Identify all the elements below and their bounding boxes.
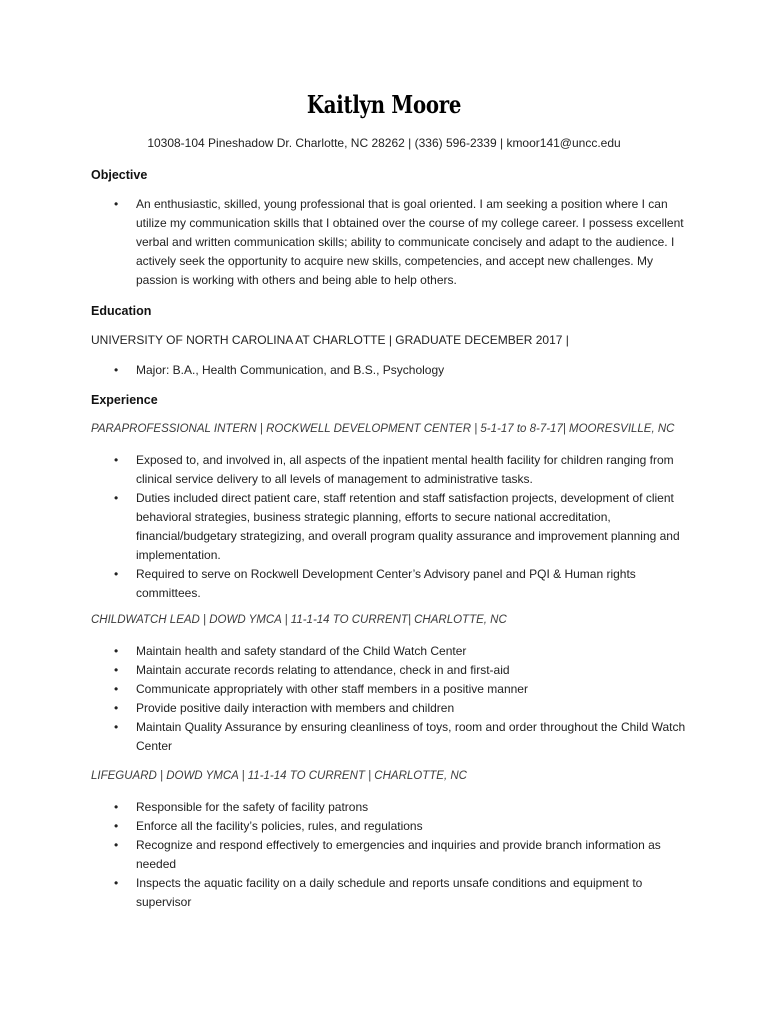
list-item: • Recognize and respond effectively to emergencies and inquiries and provide branch information as needed (114, 838, 661, 871)
bullet-icon: • (114, 567, 119, 581)
list-item: • Enforce all the facility’s policies, rules, and regulations (0, 817, 696, 836)
bullet-icon: • (114, 197, 119, 211)
job-title-childwatch: CHILDWATCH LEAD | DOWD YMCA | 11-1-14 TO CURRENT| CHARLOTTE, NC (91, 614, 507, 626)
bullet-icon: • (114, 819, 119, 833)
bullet-icon: • (114, 876, 119, 890)
list-item: • Provide positive daily interaction with members and children (0, 699, 696, 718)
list-item: • Exposed to, and involved in, all aspects of the inpatient mental health facility for children ranging from clinical service delivery to all levels of management to administrative tasks. (114, 453, 674, 486)
bullet-icon: • (114, 720, 119, 734)
list-item: • Maintain health and safety standard of the Child Watch Center (0, 642, 696, 661)
job-bullets-childwatch (0, 642, 696, 756)
bullet-icon: • (114, 453, 119, 467)
bullet-icon: • (114, 363, 119, 377)
bullet-icon: • (114, 838, 119, 852)
bullet-icon: • (114, 644, 119, 658)
list-item: • An enthusiastic, skilled, young professional that is goal oriented. I am seeking a position where I can utilize my communication skills that I obtained over the course of my college career. I possess excellent verbal and written communication skills; ability to communicate concisely and adapt to the audience. I actively seek the opportunity to acquire new skills, competencies, and accept new challenges. My passion is working with others and being able to help others. (114, 197, 684, 287)
job-title-paraprofessional: PARAPROFESSIONAL INTERN | ROCKWELL DEVELOPMENT CENTER | 5-1-17 to 8-7-17| MOORESVILLE, NC (91, 423, 675, 435)
bullet-icon: • (114, 701, 119, 715)
objective-heading: Objective (91, 168, 148, 182)
education-heading: Education (91, 304, 152, 318)
list-item: • Maintain accurate records relating to attendance, check in and first-aid (0, 661, 696, 680)
bullet-icon: • (114, 663, 119, 677)
list-item: • Communicate appropriately with other staff members in a positive manner (0, 680, 696, 699)
education-list (0, 361, 696, 380)
education-school: UNIVERSITY OF NORTH CAROLINA AT CHARLOTTE | GRADUATE DECEMBER 2017 | (91, 333, 569, 347)
job-title-lifeguard: LIFEGUARD | DOWD YMCA | 11-1-14 TO CURRENT | CHARLOTTE, NC (91, 770, 467, 782)
list-item: • Required to serve on Rockwell Development Center’s Advisory panel and PQI & Human rights committees. (114, 567, 636, 600)
bullet-icon: • (114, 491, 119, 505)
list-item: • Major: B.A., Health Communication, and B.S., Psychology (0, 361, 696, 380)
list-item: • Duties included direct patient care, staff retention and staff satisfaction projects, development of client behavioral strategies, business strategic planning, efforts to secure national accreditation, financial/budgetary strategizing, and overall program quality assurance and improvement planning and implementation. (114, 491, 680, 562)
objective-list (0, 195, 696, 290)
experience-heading: Experience (91, 393, 158, 407)
bullet-icon: • (114, 682, 119, 696)
job-bullets-paraprofessional (0, 451, 696, 603)
resume-name: Kaitlyn Moore (306, 90, 462, 119)
list-item: • Maintain Quality Assurance by ensuring cleanliness of toys, room and order throughout the Child Watch Center (114, 720, 686, 753)
list-item: • Responsible for the safety of facility patrons (0, 798, 696, 817)
list-item: • Inspects the aquatic facility on a daily schedule and reports unsafe conditions and equipment to supervisor (114, 876, 643, 909)
bullet-icon: • (114, 800, 119, 814)
job-bullets-lifeguard (0, 798, 696, 912)
contact-line: 10308-104 Pineshadow Dr. Charlotte, NC 28262 | (336) 596-2339 | kmoor141@uncc.edu (147, 136, 621, 150)
